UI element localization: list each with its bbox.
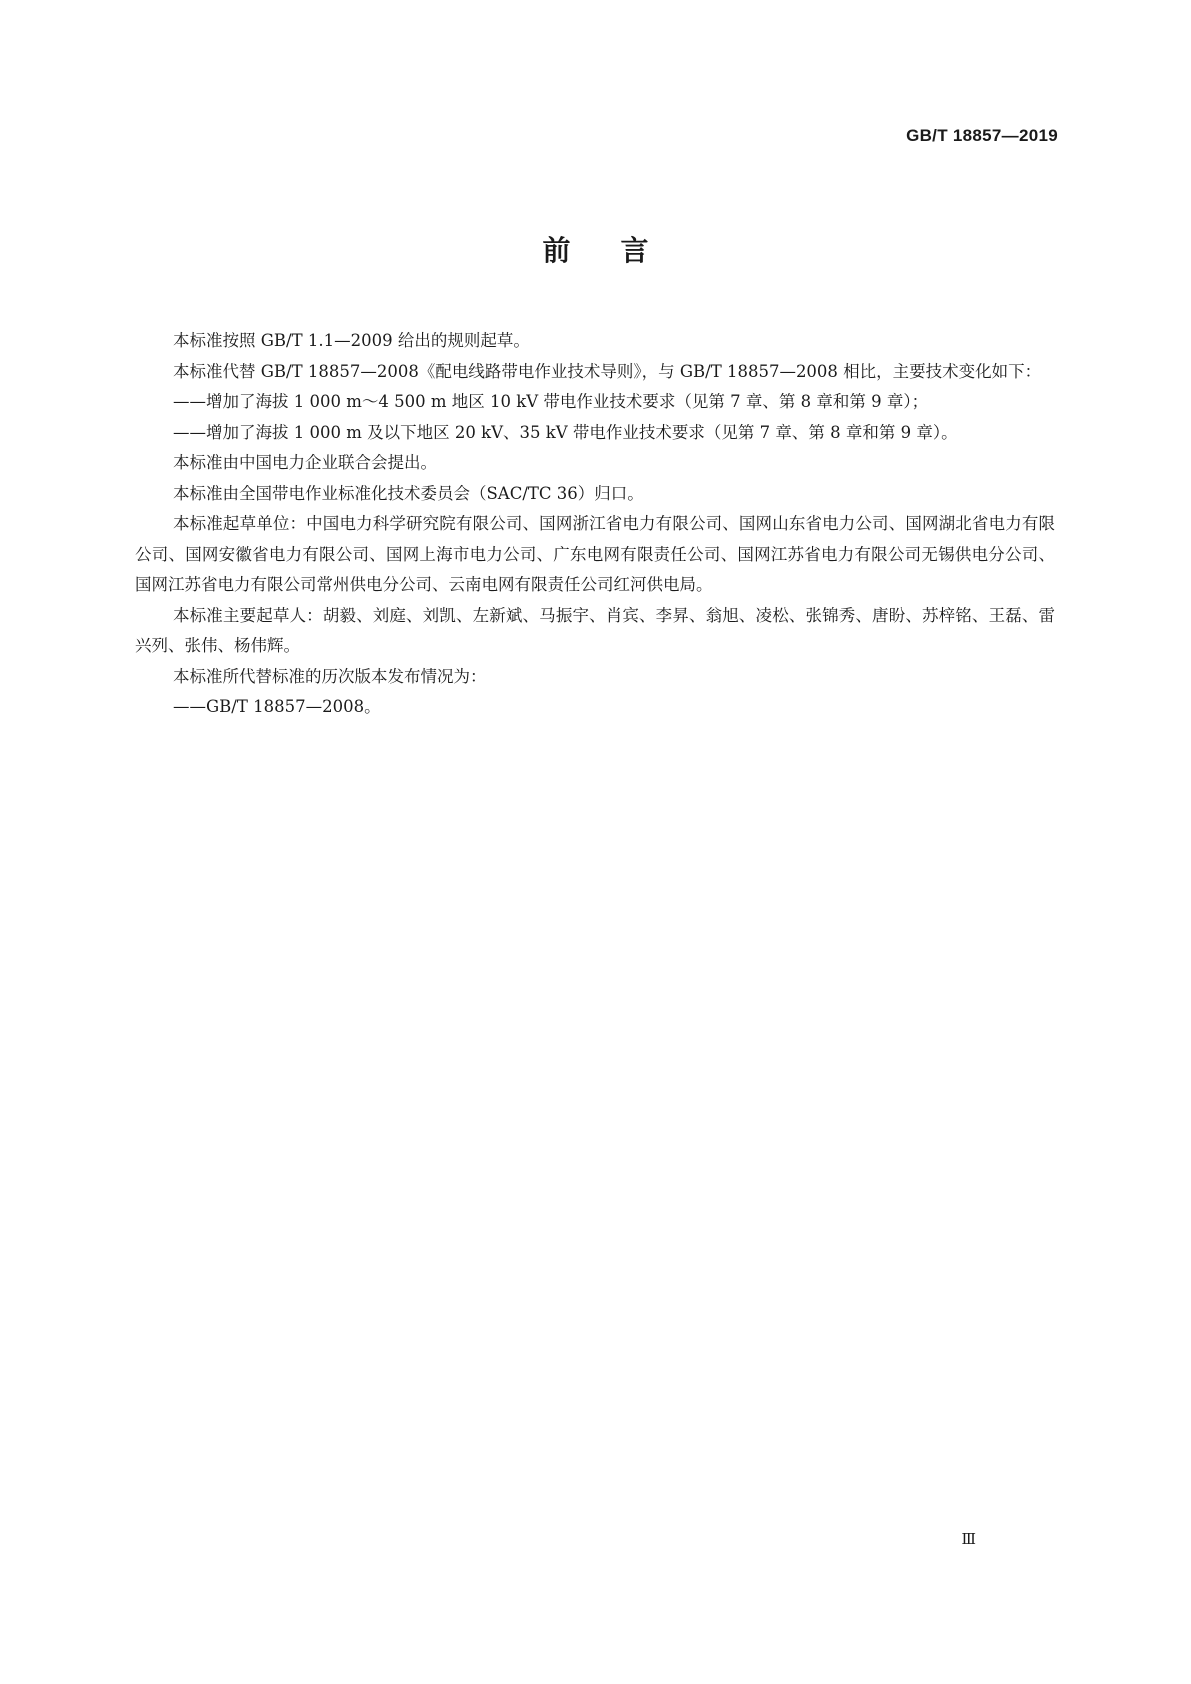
paragraph-drafting-rules: 本标准按照 GB/T 1.1—2009 给出的规则起草。	[173, 331, 530, 350]
paragraph-previous-editions: 本标准所代替标准的历次版本发布情况为：	[173, 666, 487, 686]
paragraph-replacement: 本标准代替 GB/T 18857—2008《配电线路带电作业技术导则》，与 GB/T 18857—2008 相比，主要技术变化如下：	[173, 361, 1042, 381]
paragraph-drafters: 本标准主要起草人：胡毅、刘庭、刘凯、左新斌、马振宇、肖宾、李昇、翁旭、凌松、张锦秀、唐盼、苏梓铭、王磊、雷兴列、张伟、杨伟辉。	[135, 605, 1055, 655]
change-item: ——增加了海拔 1 000 m 及以下地区 20 kV、35 kV 带电作业技术要求（见第 7 章、第 8 章和第 9 章）。	[173, 422, 958, 442]
paragraph-committee: 本标准由全国带电作业标准化技术委员会（SAC/TC 36）归口。	[173, 483, 644, 503]
foreword-body	[135, 326, 1055, 723]
page-title: 前言	[542, 234, 699, 267]
page-number: Ⅲ	[961, 1530, 976, 1548]
change-item: ——增加了海拔 1 000 m～4 500 m 地区 10 kV 带电作业技术要求（见第 7 章、第 8 章和第 9 章）；	[173, 392, 929, 411]
paragraph-proposer: 本标准由中国电力企业联合会提出。	[173, 453, 437, 472]
previous-edition-item: ——GB/T 18857—2008。	[173, 697, 381, 716]
paragraph-drafting-units: 本标准起草单位：中国电力科学研究院有限公司、国网浙江省电力有限公司、国网山东省电力公司、国网湖北省电力有限公司、国网安徽省电力有限公司、国网上海市电力公司、广东电网有限责任公司、国网江苏省电力有限公司无锡供电分公司、国网江苏省电力有限公司常州供电分公司、云南电网有限责任公司红河供电局。	[135, 514, 1055, 594]
standard-number: GB/T 18857—2019	[906, 126, 1058, 145]
